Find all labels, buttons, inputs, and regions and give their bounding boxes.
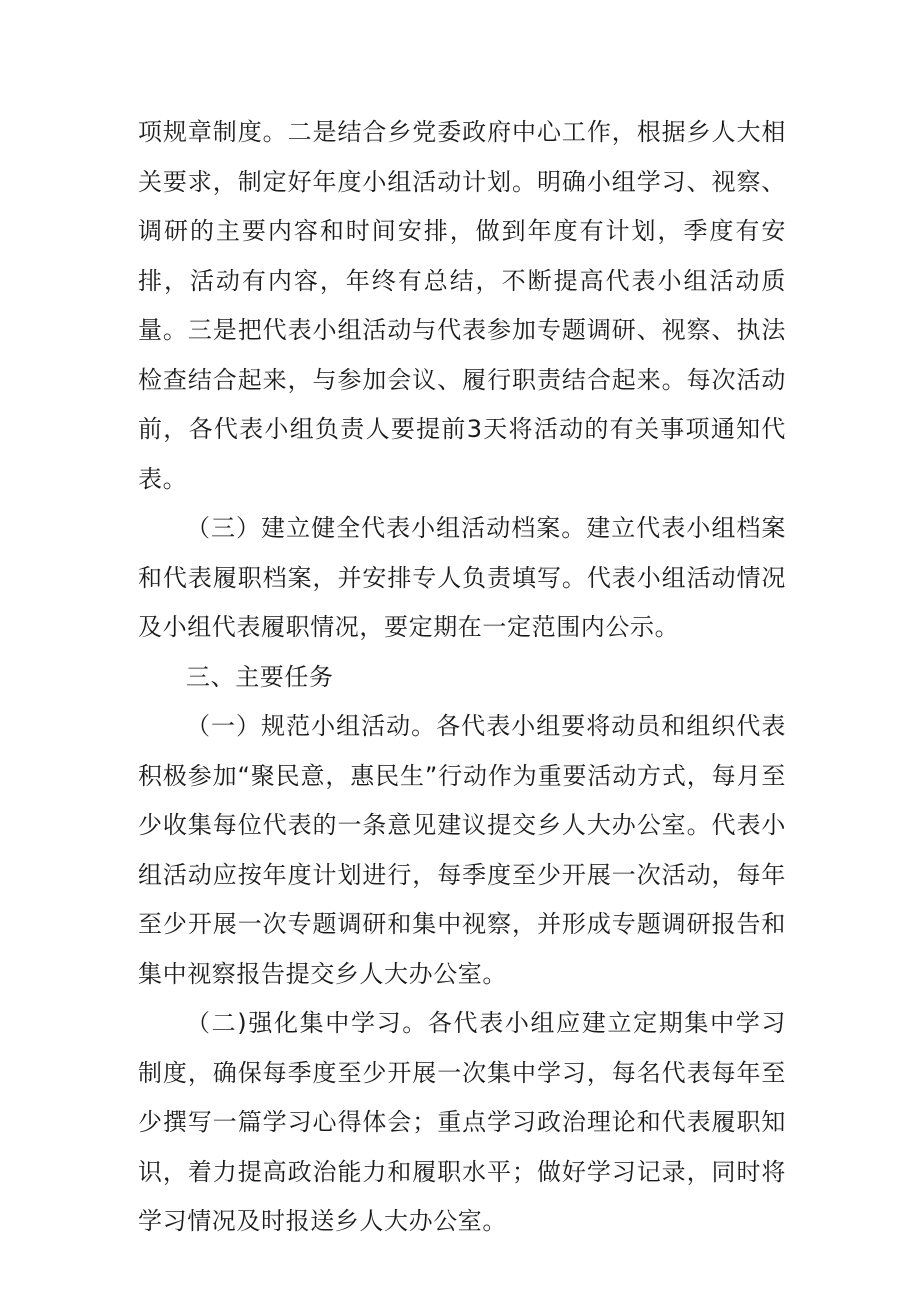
paragraph-continuation: 项规章制度。二是结合乡党委政府中心工作，根据乡人大相关要求，制定好年度小组活动计划。明确小组学习、视察、调研的主要内容和时间安排，做到年度有计划，季度有安排，活动有内容，年终有总结，不断提高代表小组活动质量。三是把代表小组活动与代表参加专题调研、视察、执法检查结合起来，与参加会议、履行职责结合起来。每次活动前，各代表小组负责人要提前3天将活动的有关事项通知代表。: [138, 118, 786, 493]
section-heading-main-tasks: 三、主要任务: [186, 662, 334, 691]
paragraph-standardize-activities: （一）规范小组活动。各代表小组要将动员和组织代表积极参加“聚民意，惠民生”行动作为重要活动方式，每月至少收集每位代表的一条意见建议提交乡人大办公室。代表小组活动应按年度计划进行，每季度至少开展一次活动，每年至少开展一次专题调研和集中视察，并形成专题调研报告和集中视察报告提交乡人大办公室。: [138, 712, 786, 988]
document-body: [138, 108, 786, 1247]
paragraph-archive-section: （三）建立健全代表小组活动档案。建立代表小组档案和代表履职档案，并安排专人负责填写。代表小组活动情况及小组代表履职情况，要定期在一定范围内公示。: [138, 514, 786, 641]
paragraph-strengthen-study: （二)强化集中学习。各代表小组应建立定期集中学习制度，确保每季度至少开展一次集中学习，每名代表每年至少撰写一篇学习心得体会；重点学习政治理论和代表履职知识，着力提高政治能力和履职水平；做好学习记录，同时将学习情况及时报送乡人大办公室。: [138, 1009, 786, 1235]
